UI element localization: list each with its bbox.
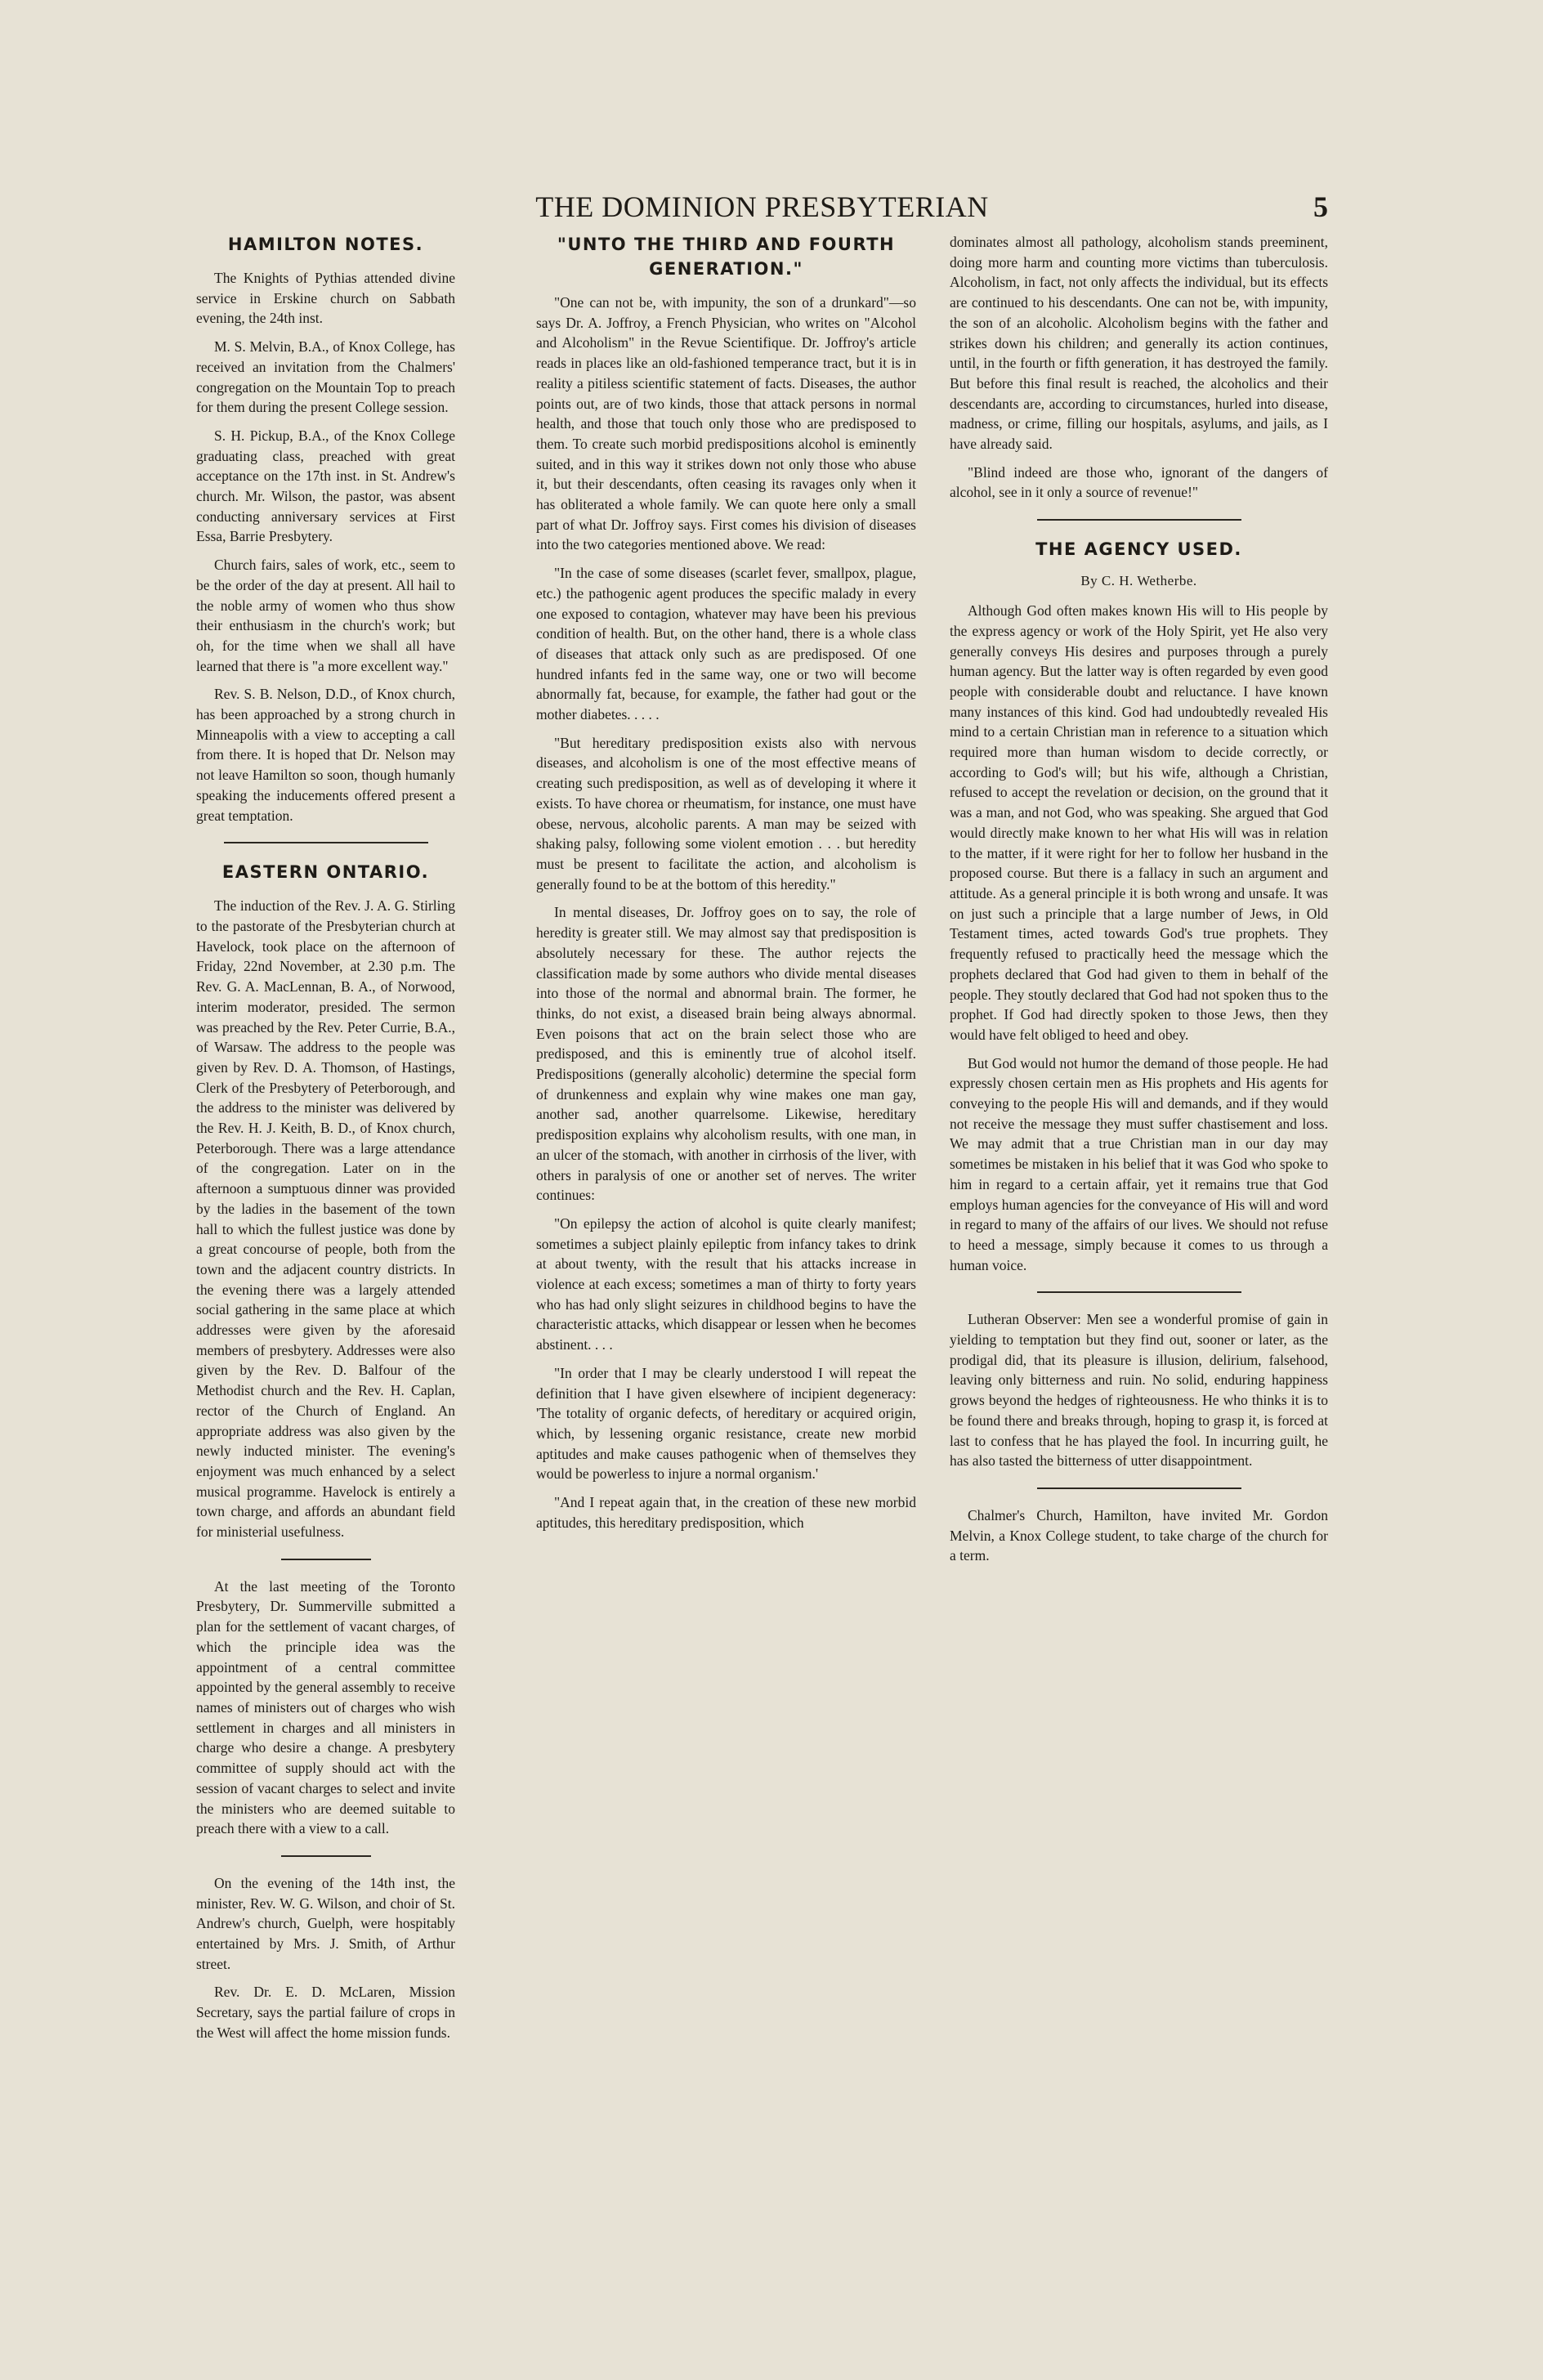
eastern-ontario-heading: EASTERN ONTARIO.	[221, 862, 430, 883]
section-divider	[1037, 519, 1241, 521]
third-fourth-generation-heading: "UNTO THE THIRD AND FOURTH GENERATION."	[557, 235, 896, 279]
article-paragraph: "One can not be, with impunity, the son of a drunkard"—so says Dr. A. Joffroy, a French Physician, who writes on "Alcohol and Alcoholism" in the Revue Scientifique. Dr. Joffroy's article reads in places like an old-fashioned temperance tract, but it is in reality a pitiless scientific statement of facts. Diseases, the author points out, are of two kinds, those that attack persons in normal health, and those that touch only those who are predisposed to them. To create such morbid predispositions alcohol is eminently suited, and in this way it strikes down not only those who abuse it, but their descendants, often ceasing its ravages only when it has obliterated a whole family. We can quote here only a small part of what Dr. Joffroy says. First comes his division of diseases into the two categories mentioned above. We read:	[536, 294, 916, 553]
article-paragraph: Rev. S. B. Nelson, D.D., of Knox church, has been approached by a strong church in Minneapolis with a view to accepting a call from there. It is hoped that Dr. Nelson may not leave Hamilton so soon, though humanly speaking the inducements offered present a great temptation.	[196, 686, 455, 824]
article-paragraph: But God would not humor the demand of those people. He had expressly chosen certain men as His prophets and His agents for conveying to the people His will and demands, and if they would not receive the message they must suffer chastisement and loss. We may admit that a true Christian man in our day may sometimes be mistaken in his belief that it was God who spoke to him in regard to a certain affair, yet it remains true that God employs human agencies for the conveyance of His will and word in regard to many of the affairs of our lives. We should not refuse to heed a message, simply because it comes to us through a human voice.	[950, 1054, 1328, 1273]
article-paragraph: In mental diseases, Dr. Joffroy goes on to say, the role of heredity is greater still. We may almost say that predisposition is absolutely necessary for these. The author rejects the classification made by some authors who divide mental diseases into those of the normal and abnormal brain. The former, he thinks, do not exist, a diseased brain being always abnormal. Even poisons that act on the brain select those who are predisposed, and this is eminently true of alcohol itself. Predispositions (generally alcoholic) determine the special form of drunkenness and explain why wine makes one man gay, another sad, another quarrelsome. Likewise, hereditary predisposition explains why alcoholism results, with one man, in an ulcer of the stomach, with another in cirrhosis of the liver, with others in paralysis of one or another set of nerves. The writer continues:	[536, 904, 916, 1204]
column-right	[950, 232, 1328, 2275]
section-divider	[281, 1559, 371, 1560]
article-paragraph: Church fairs, sales of work, etc., seem to be the order of the day at present. All hail to the noble army of women who thus show their enthusiasm in the church's work; but oh, for the time when we shall all have learned that there is "a more excellent way."	[196, 557, 455, 674]
hamilton-notes-heading: HAMILTON NOTES.	[227, 235, 424, 254]
section-divider	[224, 842, 428, 843]
continued-paragraph: dominates almost all pathology, alcoholism stands preeminent, doing more harm and counting more victims than tuberculosis. Alcoholism, in fact, not only affects the individual, but its effects are continued to his descendants. One can not be, with impunity, the son of an alcoholic. Alcoholism begins with the father and strikes down his children; and generally its action continues, until, in the fourth or fifth generation, it has destroyed the family. But before this final result is reached, the alcoholics and their descendants are, according to circumstances, hurled into disease, madness, or crime, filling our hospitals, asylums, and jails, as I have already said.	[950, 234, 1328, 453]
article-paragraph: M. S. Melvin, B.A., of Knox College, has received an invitation from the Chalmers' congregation on the Mountain Top to preach for them during the present College session.	[196, 338, 455, 416]
chalmers-church-paragraph: Chalmer's Church, Hamilton, have invited Mr. Gordon Melvin, a Knox College student, to take charge of the church for a term.	[950, 1506, 1328, 1564]
page-number: 5	[1313, 190, 1328, 223]
section-divider	[281, 1855, 371, 1857]
article-paragraph: "And I repeat again that, in the creation of these new morbid aptitudes, this hereditary predisposition, which	[536, 1494, 916, 1531]
article-paragraph: "In order that I may be clearly understood I will repeat the definition that I have given elsewhere of incipient degeneracy: 'The totality of organic defects, of hereditary or acquired origin, which, by lessening organic resistance, create new morbid aptitudes and make causes pathogenic when of themselves they would be powerless to injure a normal organism.'	[536, 1364, 916, 1483]
column-middle	[536, 232, 933, 2275]
lutheran-observer-paragraph: Lutheran Observer: Men see a wonderful promise of gain in yielding to temptation but they find out, sooner or later, as the prodigal did, that its pleasure is illusion, delirium, falsehood, leaving only bitterness and ruin. No solid, enduring happiness grows beyond the hedges of righteousness. He who thinks it is to be found there and breaks through, hoping to grasp it, is forced at last to confess that he has played the fool. In incurring guilt, he has also tasted the bitterness of utter disappointment.	[950, 1311, 1328, 1470]
masthead-title: THE DOMINION PRESBYTERIAN	[535, 190, 989, 223]
column-left	[196, 232, 466, 2275]
article-paragraph: The Knights of Pythias attended divine service in Erskine church on Sabbath evening, the 24th inst.	[196, 270, 455, 327]
article-paragraph: "On epilepsy the action of alcohol is quite clearly manifest; sometimes a subject plainly epileptic from infancy takes to drink at about twenty, with the result that his attacks increase in violence at each excess; sometimes a man of thirty to forty years who has had only slight seizures in childhood begins to have the characteristic attacks, which disappear or lessen when he becomes abstinent. . . .	[536, 1215, 916, 1353]
section-divider	[1037, 1291, 1241, 1293]
article-paragraph: S. H. Pickup, B.A., of the Knox College graduating class, preached with great acceptance on the 17th inst. in St. Andrew's church. Mr. Wilson, the pastor, was absent conducting anniversary services at First Essa, Barrie Presbytery.	[196, 427, 455, 545]
article-paragraph: Although God often makes known His will to His people by the express agency or work of the Holy Spirit, yet He also very generally conveys His desires and purposes through a purely human agency. But the latter way is often regarded by even good people with considerable doubt and reluctance. I have known many instances of this kind. God had undoubtedly revealed His mind to a certain Christian man in reference to a situation which required more than human wisdom to decide correctly, or according to God's will; but his wife, although a Christian, refused to accept the revelation or decision, on the ground that it was a man, and not God, who was speaking. She argued that God would directly make known to her what His will was in relation to the matter, if it were right for her to follow her husband in the proposed course. But there is a fallacy in such an argument and attitude. As a general principle it is both wrong and unsafe. It was on just such a principle that a large number of Jews, in Old Testament times, acted towards God's true prophets. They frequently refused to practically heed the message which the prophets declared that God had given to them in behalf of the people. They stoutly declared that God had not spoken thus to the prophet. If God had directly spoken to those Jews, then they would have felt obliged to heed and obey.	[950, 602, 1328, 1043]
article-paragraph: "But hereditary predisposition exists also with nervous diseases, and alcoholism is one of the most effective means of creating such predisposition, as well as of developing it where it exists. To have chorea or rheumatism, for instance, one must have obese, nervous, alcoholic parents. A man may be seized with shaking palsy, following some violent emotion . . . but heredity must be present to facilitate the action, and alcoholism is generally found to be at the bottom of this heredity."	[536, 734, 916, 892]
agency-used-heading: THE AGENCY USED.	[1035, 539, 1242, 560]
guelph-paragraph: On the evening of the 14th inst, the minister, Rev. W. G. Wilson, and choir of St. Andrew's church, Guelph, were hospitably entertained by Mrs. J. Smith, of Arthur street.	[196, 1874, 455, 1972]
toronto-presbytery-paragraph: At the last meeting of the Toronto Presbytery, Dr. Summerville submitted a plan for the settlement of vacant charges, of which the principle idea was the appointment of a central committee appointed by the general assembly to receive names of ministers out of charges who wish settlement in charges and all ministers in charge who desire a change. A presbytery committee of supply should act with the session of vacant charges to select and invite the ministers who are deemed suitable to preach there with a view to a call.	[196, 1577, 455, 1837]
article-paragraph: "In the case of some diseases (scarlet fever, smallpox, plague, etc.) the pathogenic agent produces the specific malady in every one exposed to contagion, whatever may have been his previous condition of health. But, on the other hand, there is a whole class of diseases that attack only such as are predisposed. Of one hundred infants fed in the same way, one or two will become abnormally fat, because, for example, the father had gout or the mother diabetes. . . . .	[536, 565, 916, 723]
author-byline: By C. H. Wetherbe.	[1080, 573, 1197, 589]
mission-funds-paragraph: Rev. Dr. E. D. McLaren, Mission Secretary, says the partial failure of crops in the West will affect the home mission funds.	[196, 1984, 455, 2041]
section-divider	[1037, 1488, 1241, 1489]
article-paragraph: The induction of the Rev. J. A. G. Stirling to the pastorate of the Presbyterian church at Havelock, took place on the afternoon of Friday, 22nd November, at 2.30 p.m. The Rev. G. A. MacLennan, B. A., of Norwood, interim moderator, presided. The sermon was preached by the Rev. Peter Currie, B.A., of Warsaw. The address to the people was given by Rev. D. A. Thomson, of Hastings, Clerk of the Presbytery of Peterborough, and the address to the minister was delivered by the Rev. H. J. Keith, B. D., of Knox church, Peterborough. There was a large attendance of the congregation. Later on in the afternoon a sumptuous dinner was provided by the ladies in the basement of the town hall to which the fullest justice was done by a great concourse of people, both from the town and the adjacent country districts. In the evening there was a largely attended social gathering in the same place at which addresses were given by the aforesaid members of presbytery. Addresses were also given by the Rev. D. Balfour of the Methodist church and the Rev. H. Caplan, rector of the Church of England. An appropriate address was also given by the newly inducted minister. The evening's enjoyment was much enhanced by a select musical programme. Havelock is entirely a town charge, and affords an abundant field for ministerial usefulness.	[196, 897, 455, 1541]
page-header	[196, 190, 1328, 229]
article-paragraph: "Blind indeed are those who, ignorant of the dangers of alcohol, see in it only a source of revenue!"	[950, 463, 1328, 501]
